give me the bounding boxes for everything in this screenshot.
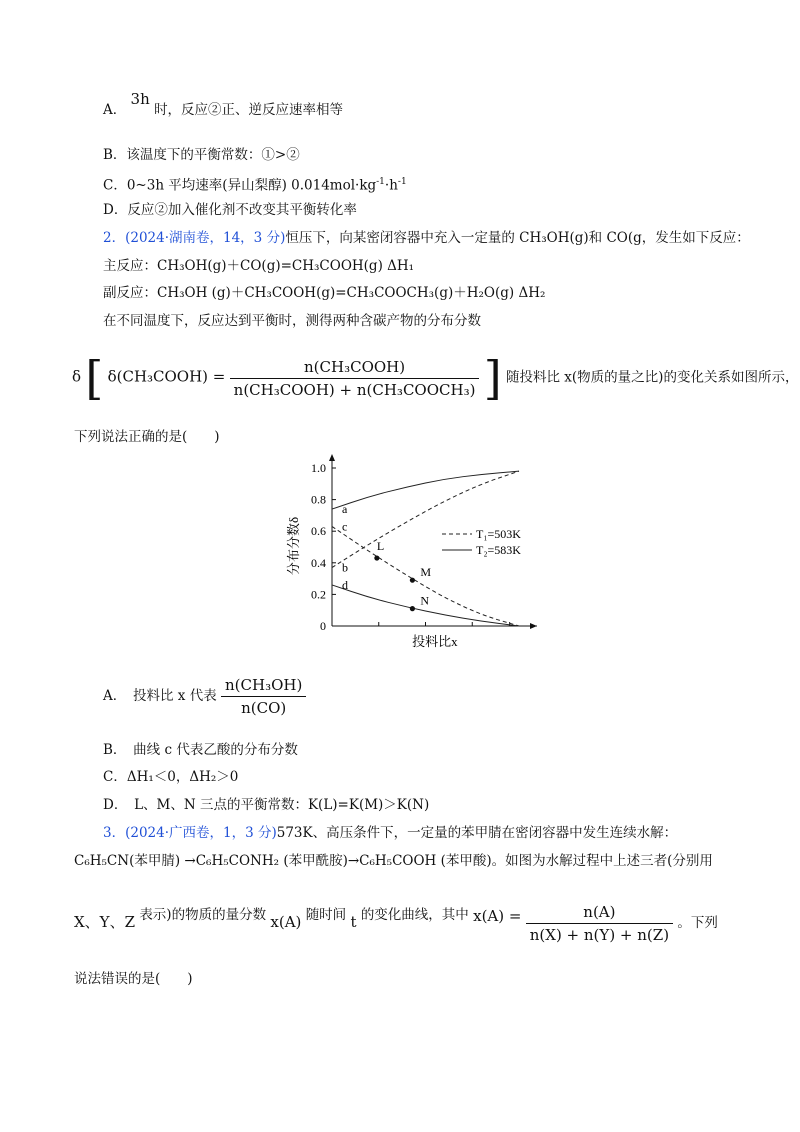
y-tick-label: 0.6 <box>311 524 326 539</box>
y-tick-label: 0 <box>320 619 326 633</box>
legend-label-1: T₁=503K <box>476 527 521 541</box>
point-l <box>374 555 379 560</box>
q3-ask: 说法错误的是( ) <box>74 971 193 987</box>
q3-fraction: $\frac{n(A)}{n(X) + n(Y) + n(Z)}$ <box>526 903 673 944</box>
point-label-m: M <box>420 565 432 580</box>
q3-header <box>103 824 677 842</box>
q2-option-a: A． 投料比 x 代表 $\frac{\text{n(CH₃OH)}}{n(CO)}$ <box>103 676 306 717</box>
point-label-l: L <box>376 539 385 554</box>
distribution-fraction-chart <box>280 450 550 650</box>
y-tick-label: 0.2 <box>311 587 326 602</box>
q3-reaction: C₆H₅CN(苯甲腈) →C₆H₅CONH₂ (苯甲酰胺)→C₆H₅COOH (苯甲酸)。如图为水解过程中上述三者(分别用 <box>74 853 713 869</box>
point-n <box>410 606 415 611</box>
point-label-n: N <box>420 593 430 608</box>
curve-label-c: c <box>342 519 348 534</box>
q2-condition: 在不同温度下，反应达到平衡时，测得两种含碳产物的分布分数 <box>103 313 481 329</box>
curve-label-b: b <box>342 560 348 575</box>
q3-number: 3． <box>103 825 126 841</box>
q2-number: 2． <box>103 230 126 246</box>
q2-delta-definition: δ [ δ(CH₃COOH) = $\frac{\text{n(CH₃COOH)}}{\text{n(CH₃COOH) + n(CH₃COOCH₃)}}$ ] 随投料比 x(物质的量之比)的变化关系如图所示， <box>72 351 799 405</box>
q3-source: (2024·广西卷，1，3 分) <box>125 825 277 841</box>
q2-delta-fraction: $\frac{\text{n(CH₃COOH)}}{\text{n(CH₃COOH) + n(CH₃COOCH₃)}}$ <box>230 358 480 399</box>
q2-option-b: B． 曲线 c 代表乙酸的分布分数 <box>103 742 298 758</box>
curve-label-a: a <box>342 502 348 517</box>
q2-main-reaction: 主反应：CH₃OH(g)＋CO(g)=CH₃COOH(g) ΔH₁ <box>103 258 415 274</box>
q2-header <box>103 229 750 247</box>
y-tick-label: 1.0 <box>311 461 326 475</box>
x-axis-arrow <box>530 623 537 629</box>
q2-stem: 恒压下，向某密闭容器中充入一定量的 CH₃OH(g)和 CO(g，发生如下反应： <box>285 230 750 246</box>
q1-option-a-time: 3h <box>130 90 150 108</box>
y-axis-arrow <box>329 454 335 461</box>
y-axis-label: 分布分数δ <box>286 516 301 576</box>
q1-option-a: A． 3h 时，反应②正、逆反应速率相等 <box>103 90 344 118</box>
q2-source: (2024·湖南卷，14，3 分) <box>125 230 286 246</box>
q2-option-a-fraction: $\frac{\text{n(CH₃OH)}}{n(CO)}$ <box>221 676 306 717</box>
q1-option-b: B．该温度下的平衡常数：①>② <box>103 147 300 163</box>
q3-stem: 573K、高压条件下，一定量的苯甲腈在密闭容器中发生连续水解： <box>276 825 678 841</box>
x-axis-label: 投料比x <box>412 634 458 649</box>
q3-fraction-definition: X、Y、Z 表示)的物质的量分数 x(A) 随时间 t 的变化曲线，其中 x(A) = $\frac{n(A)}{n(X) + n(Y) + n(Z)}$ 。下列 <box>74 903 718 944</box>
q2-side-reaction: 副反应：CH₃OH (g)＋CH₃COOH(g)=CH₃COOCH₃(g)＋H₂O(g) ΔH₂ <box>103 285 546 301</box>
q2-option-c: C．ΔH₁＜0，ΔH₂＞0 <box>103 769 239 785</box>
y-tick-label: 0.8 <box>311 492 326 507</box>
q2-ask: 下列说法正确的是( ) <box>74 429 220 445</box>
y-tick-label: 0.4 <box>311 555 326 570</box>
q1-option-d: D．反应②加入催化剂不改变其平衡转化率 <box>103 202 357 218</box>
q2-option-d: D． L、M、N 三点的平衡常数：K(L)=K(M)＞K(N) <box>103 797 430 813</box>
curve-a <box>332 471 519 509</box>
q1-option-c: C．0~3h 平均速率(异山梨醇) $0.014mol\cdot kg^{-1}\cdot h^{-1}$ <box>103 177 407 194</box>
point-m <box>410 578 415 583</box>
curve-label-d: d <box>342 577 348 592</box>
legend-label-2: T₂=583K <box>476 543 521 557</box>
